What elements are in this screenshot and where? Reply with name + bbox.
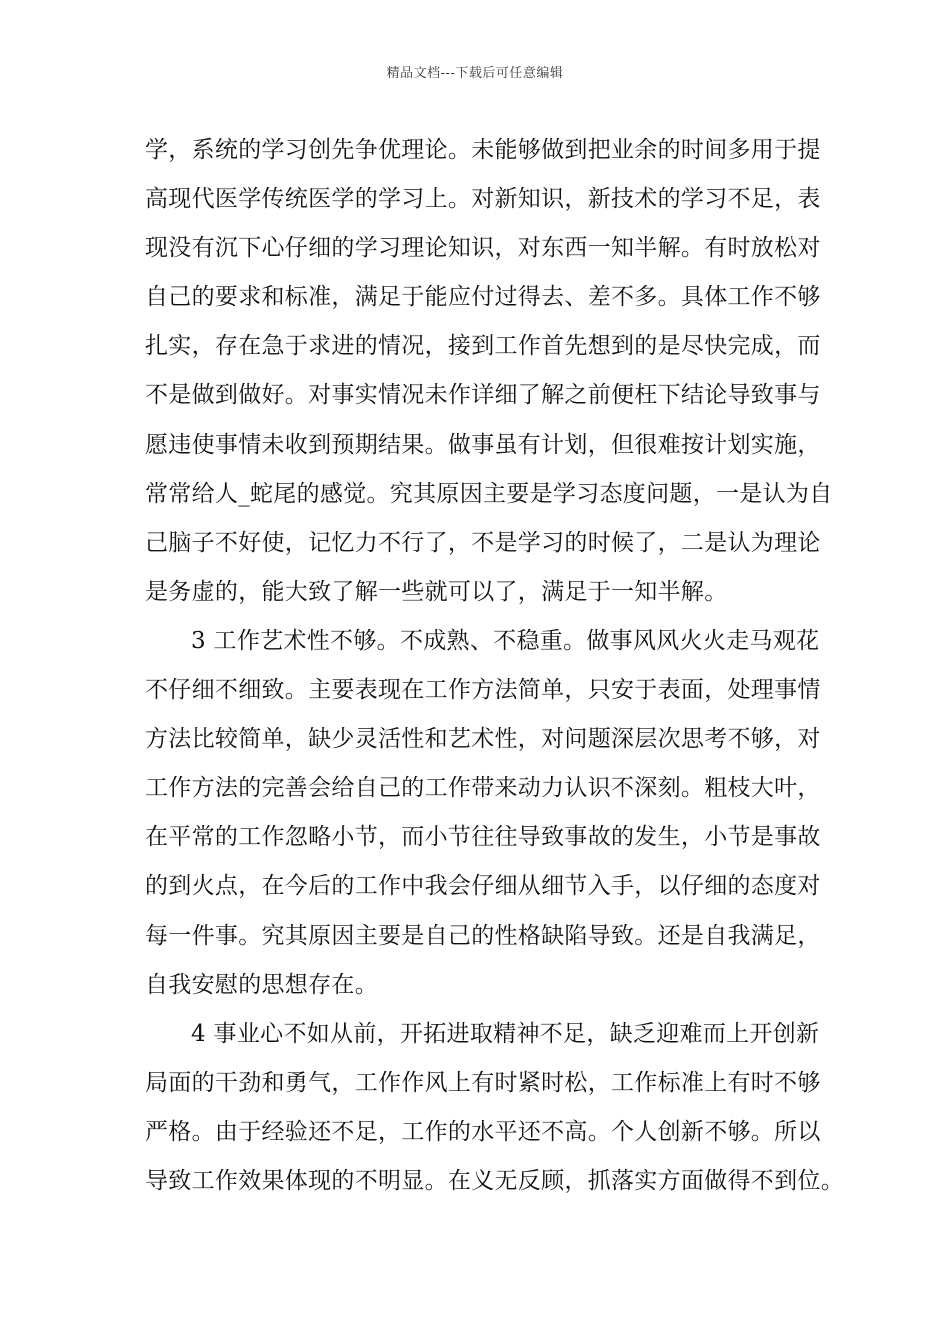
text-line: 是务虚的，能大致了解一些就可以了，满足于一知半解。	[145, 578, 728, 605]
text-line: 扎实，存在急于求进的情况，接到工作首先想到的是尽快完成，而	[145, 333, 821, 360]
text-line: 每一件事。究其原因主要是自己的性格缺陷导致。还是自我满足，	[145, 922, 821, 949]
text-line: 3 工作艺术性不够。不成熟、不稳重。做事风风火火走马观花	[191, 627, 820, 654]
paragraph-1	[145, 126, 833, 617]
page-header: 精品文档---下载后可任意编辑	[386, 66, 564, 81]
text-line: 严格。由于经验还不足，工作的水平还不高。个人创新不够。所以	[145, 1118, 821, 1145]
paragraph-2	[145, 617, 821, 1010]
text-line: 不仔细不细致。主要表现在工作方法简单，只安于表面，处理事情	[145, 677, 821, 704]
text-line: 不是做到做好。对事实情况未作详细了解之前便枉下结论导致事与	[145, 382, 821, 409]
text-line: 导致工作效果体现的不明显。在义无反顾，抓落实方面做得不到位。	[145, 1167, 844, 1194]
text-line: 工作方法的完善会给自己的工作带来动力认识不深刻。粗枝大叶，	[145, 775, 821, 802]
paragraph-3	[145, 1010, 844, 1206]
text-line: 学，系统的学习创先争优理论。未能够做到把业余的时间多用于提	[145, 137, 821, 163]
text-line: 愿违使事情未收到预期结果。做事虽有计划，但很难按计划实施，	[145, 431, 821, 458]
text-line: 在平常的工作忽略小节，而小节往往导致事故的发生，小节是事故	[145, 824, 821, 851]
text-line: 常常给人_蛇尾的感觉。究其原因主要是学习态度问题，一是认为自	[145, 480, 833, 507]
text-line: 己脑子不好使，记忆力不行了，不是学习的时候了，二是认为理论	[145, 529, 821, 556]
text-line: 现没有沉下心仔细的学习理论知识，对东西一知半解。有时放松对	[145, 235, 821, 262]
text-line: 高现代医学传统医学的学习上。对新知识，新技术的学习不足，表	[145, 186, 821, 213]
text-line: 自我安慰的思想存在。	[145, 971, 378, 998]
text-line: 自己的要求和标准，满足于能应付过得去、差不多。具体工作不够	[145, 284, 821, 311]
document-body	[145, 126, 844, 1206]
text-line: 的到火点，在今后的工作中我会仔细从细节入手，以仔细的态度对	[145, 873, 821, 900]
text-line: 4 事业心不如从前，开拓进取精神不足，缺乏迎难而上开创新	[191, 1020, 820, 1047]
text-line: 方法比较简单，缺少灵活性和艺术性，对问题深层次思考不够，对	[145, 726, 821, 753]
text-line: 局面的干劲和勇气，工作作风上有时紧时松，工作标准上有时不够	[145, 1069, 821, 1096]
